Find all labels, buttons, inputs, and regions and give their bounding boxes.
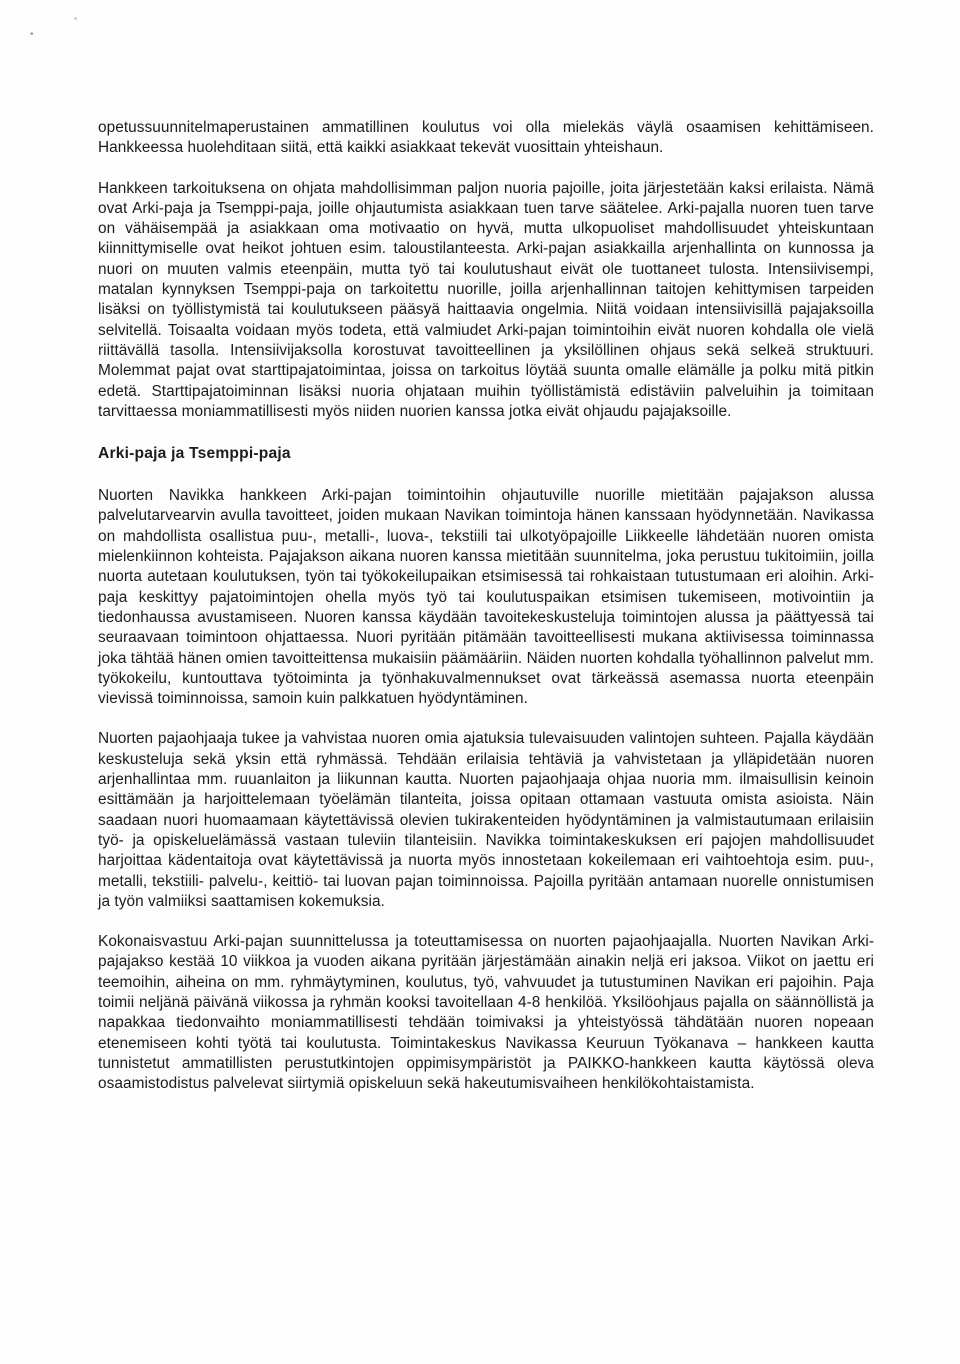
section-heading: Arki-paja ja Tsemppi-paja [98, 445, 291, 463]
scan-mark-dot: • [30, 29, 34, 40]
paragraph-arki-paja-goals: Nuorten Navikka hankkeen Arki-pajan toimintoihin ohjautuville nuorille mietitään pajajakson alussa palvelutarvearvin avulla tavoitteet, joiden mukaan Navikan toimintoja hänen kanssaan hyödynnetään. Navikassa on mahdollista osallistua puu-, metalli-, luova-, tekstiili tai ulkotyöpajoille Liikkeelle lähdetään nuoren omista mielenkiinnon kohteista. Pajajakson aikana nuoren kanssa mietitään suunnitelma, joka perustuu tukitoimiin, joilla nuorta autetaan koulutuksen, työn tai työkokeilupaikan etsimisessä tai rohkaistaan tutustumaan eri aloihin. Arki-paja keskittyy pajatoimintojen ohella myös työ tai koulutuspaikan etsimisen tukemiseen, motivointiin ja tiedonhaussa avustamiseen. Nuoren kanssa käydään tavoitekeskusteluja toimintojen alussa ja päättyessä tai seuraavaan toimintoon ohjattaessa. Nuori pyritään pitämään tavoitteellisesti mukana aktiivisessa toiminnassa joka tähtää hänen omien tavoitteittensa mukaisiin päämääriin. Näiden nuorten kohdalla työhallinnon palvelut mm. työkokeilu, kuntouttava työtoiminta ja työnhakuvalmennukset ovat tärkeässä asemassa nuorta eteenpäin vievissä toiminnoissa, samoin kuin palkkatuen hyödyntäminen. [98, 487, 874, 708]
document-body [98, 118, 874, 1094]
scan-mark-asterisk: * [74, 16, 78, 25]
paragraph-intro-continuation: opetussuunnitelmaperustainen ammatillinen koulutus voi olla mielekäs väylä osaamisen kehittämiseen. Hankkeessa huolehditaan siitä, että kaikki asiakkaat tekevät vuosittain yhteishaun. [98, 119, 874, 157]
paragraph-workshop-instructor: Nuorten pajaohjaaja tukee ja vahvistaa nuoren omia ajatuksia tulevaisuuden valintojen suhteen. Pajalla käydään keskusteluja sekä yksin että ryhmässä. Tehdään erilaisia tehtäviä ja vahvistetaan ja ylläpidetään nuoren arjenhallintaa mm. ruuanlaiton ja liikunnan kautta. Nuorten pajaohjaaja ohjaa nuoria mm. ilmaisullisin keinoin esittämään ja harjoittelemaan työelämän tilanteita, joissa opitaan ottamaan vastuuta omista asioista. Näin saadaan nuori huomaamaan käytettävissä olevien tukirakenteiden hyödyntäminen ja valmistautumaan erilaisiin työ- ja opiskeluelämässä vastaan tuleviin tilanteisiin. Navikka toimintakeskuksen eri pajojen mahdollisuudet harjoittaa kädentaitoja ovat käytettävissä ja nuorta myös innostetaan kokeilemaan eri vaihtoehtoja esim. puu-, metalli, tekstiili- palvelu-, keittiö- tai luovan pajan toiminnoissa. Pajoilla pyritään antamaan nuorelle onnistumisen ja työn valmiiksi saattamisen kokemuksia. [98, 730, 874, 910]
paragraph-project-purpose: Hankkeen tarkoituksena on ohjata mahdollisimman paljon nuoria pajoille, joita järjestetään kaksi erilaista. Nämä ovat Arki-paja ja Tsemppi-paja, joille ohjautumista asiakkaan tuen tarve säätelee. Arki-pajalla nuoren tuen tarve on vähäisempää ja asiakkaan oma motivaatio on hyvä, mutta ulkopuoliset mahdollisuudet yhteiskuntaan kiinnittymiselle ovat heikot johtuen esim. taloustilanteesta. Arki-pajan asiakkailla arjenhallinta on kunnossa ja nuori on muuten valmis eteenpäin, mutta työ tai koulutushaut eivät ole tuottaneet tulosta. Intensiivisempi, matalan kynnyksen Tsemppi-paja on tarkoitettu nuorille, joilla arjenhallinnan taitojen kehittymisen tarpeiden lisäksi on työllistymistä tai koulutukseen pääsyä haittaavia ongelmia. Niitä voidaan intensiivisillä pajajaksoilla selvitellä. Toisaalta voidaan myös todeta, että valmiudet Arki-pajan toimintoihin eivät nuoren kohdalla ole vielä riittävällä tasolla. Intensiivijaksolla korostuvat tavoitteellinen ja yksilöllinen ohjaus sekä selkeä struktuuri. Molemmat pajat ovat starttipajatoimintaa, joissa on tarkoitus löytää suunta omalle elämälle ja polku mitä pitkin edetä. Starttipajatoiminnan lisäksi nuoria ohjataan muihin työllistämistä edistäviin palveluihin ja toimitaan tarvittaessa moniammatillisesti myös niiden nuorien kanssa jotka eivät ohjaudu pajajaksoille. [98, 179, 874, 420]
paragraph-overall-responsibility: Kokonaisvastuu Arki-pajan suunnittelussa ja toteuttamisessa on nuorten pajaohjaajalla. Nuorten Navikan Arki-pajajakso kestää 10 viikkoa ja vuoden aikana pyritään järjestämään ainakin neljä eri jaksoa. Viikot on jaettu eri teemoihin, aiheina on mm. ryhmäytyminen, koulutus, työ, vahvuudet ja tutustuminen Navikan eri pajoihin. Paja toimii neljänä päivänä viikossa ja ryhmän kooksi tavoitellaan 4-8 henkilöä. Yksilöohjaus pajalla on säännöllistä ja napakkaa tiedonvaihto moniammatillisesti tehdään toimivaksi ja yhteistyössä tähdätään nuoren nopeaan etenemiseen kohti työtä tai koulutusta. Toimintakeskus Navikassa Keuruun Työkanava – hankkeen kautta tunnistetut ammatillisten perustutkintojen oppimisympäristöt ja PAIKKO-hankkeen kautta käytössä oleva osaamistodistus palvelevat siirtymiä opiskeluun sekä hakeutumisvaiheen henkilökohtaistamista. [98, 933, 874, 1093]
